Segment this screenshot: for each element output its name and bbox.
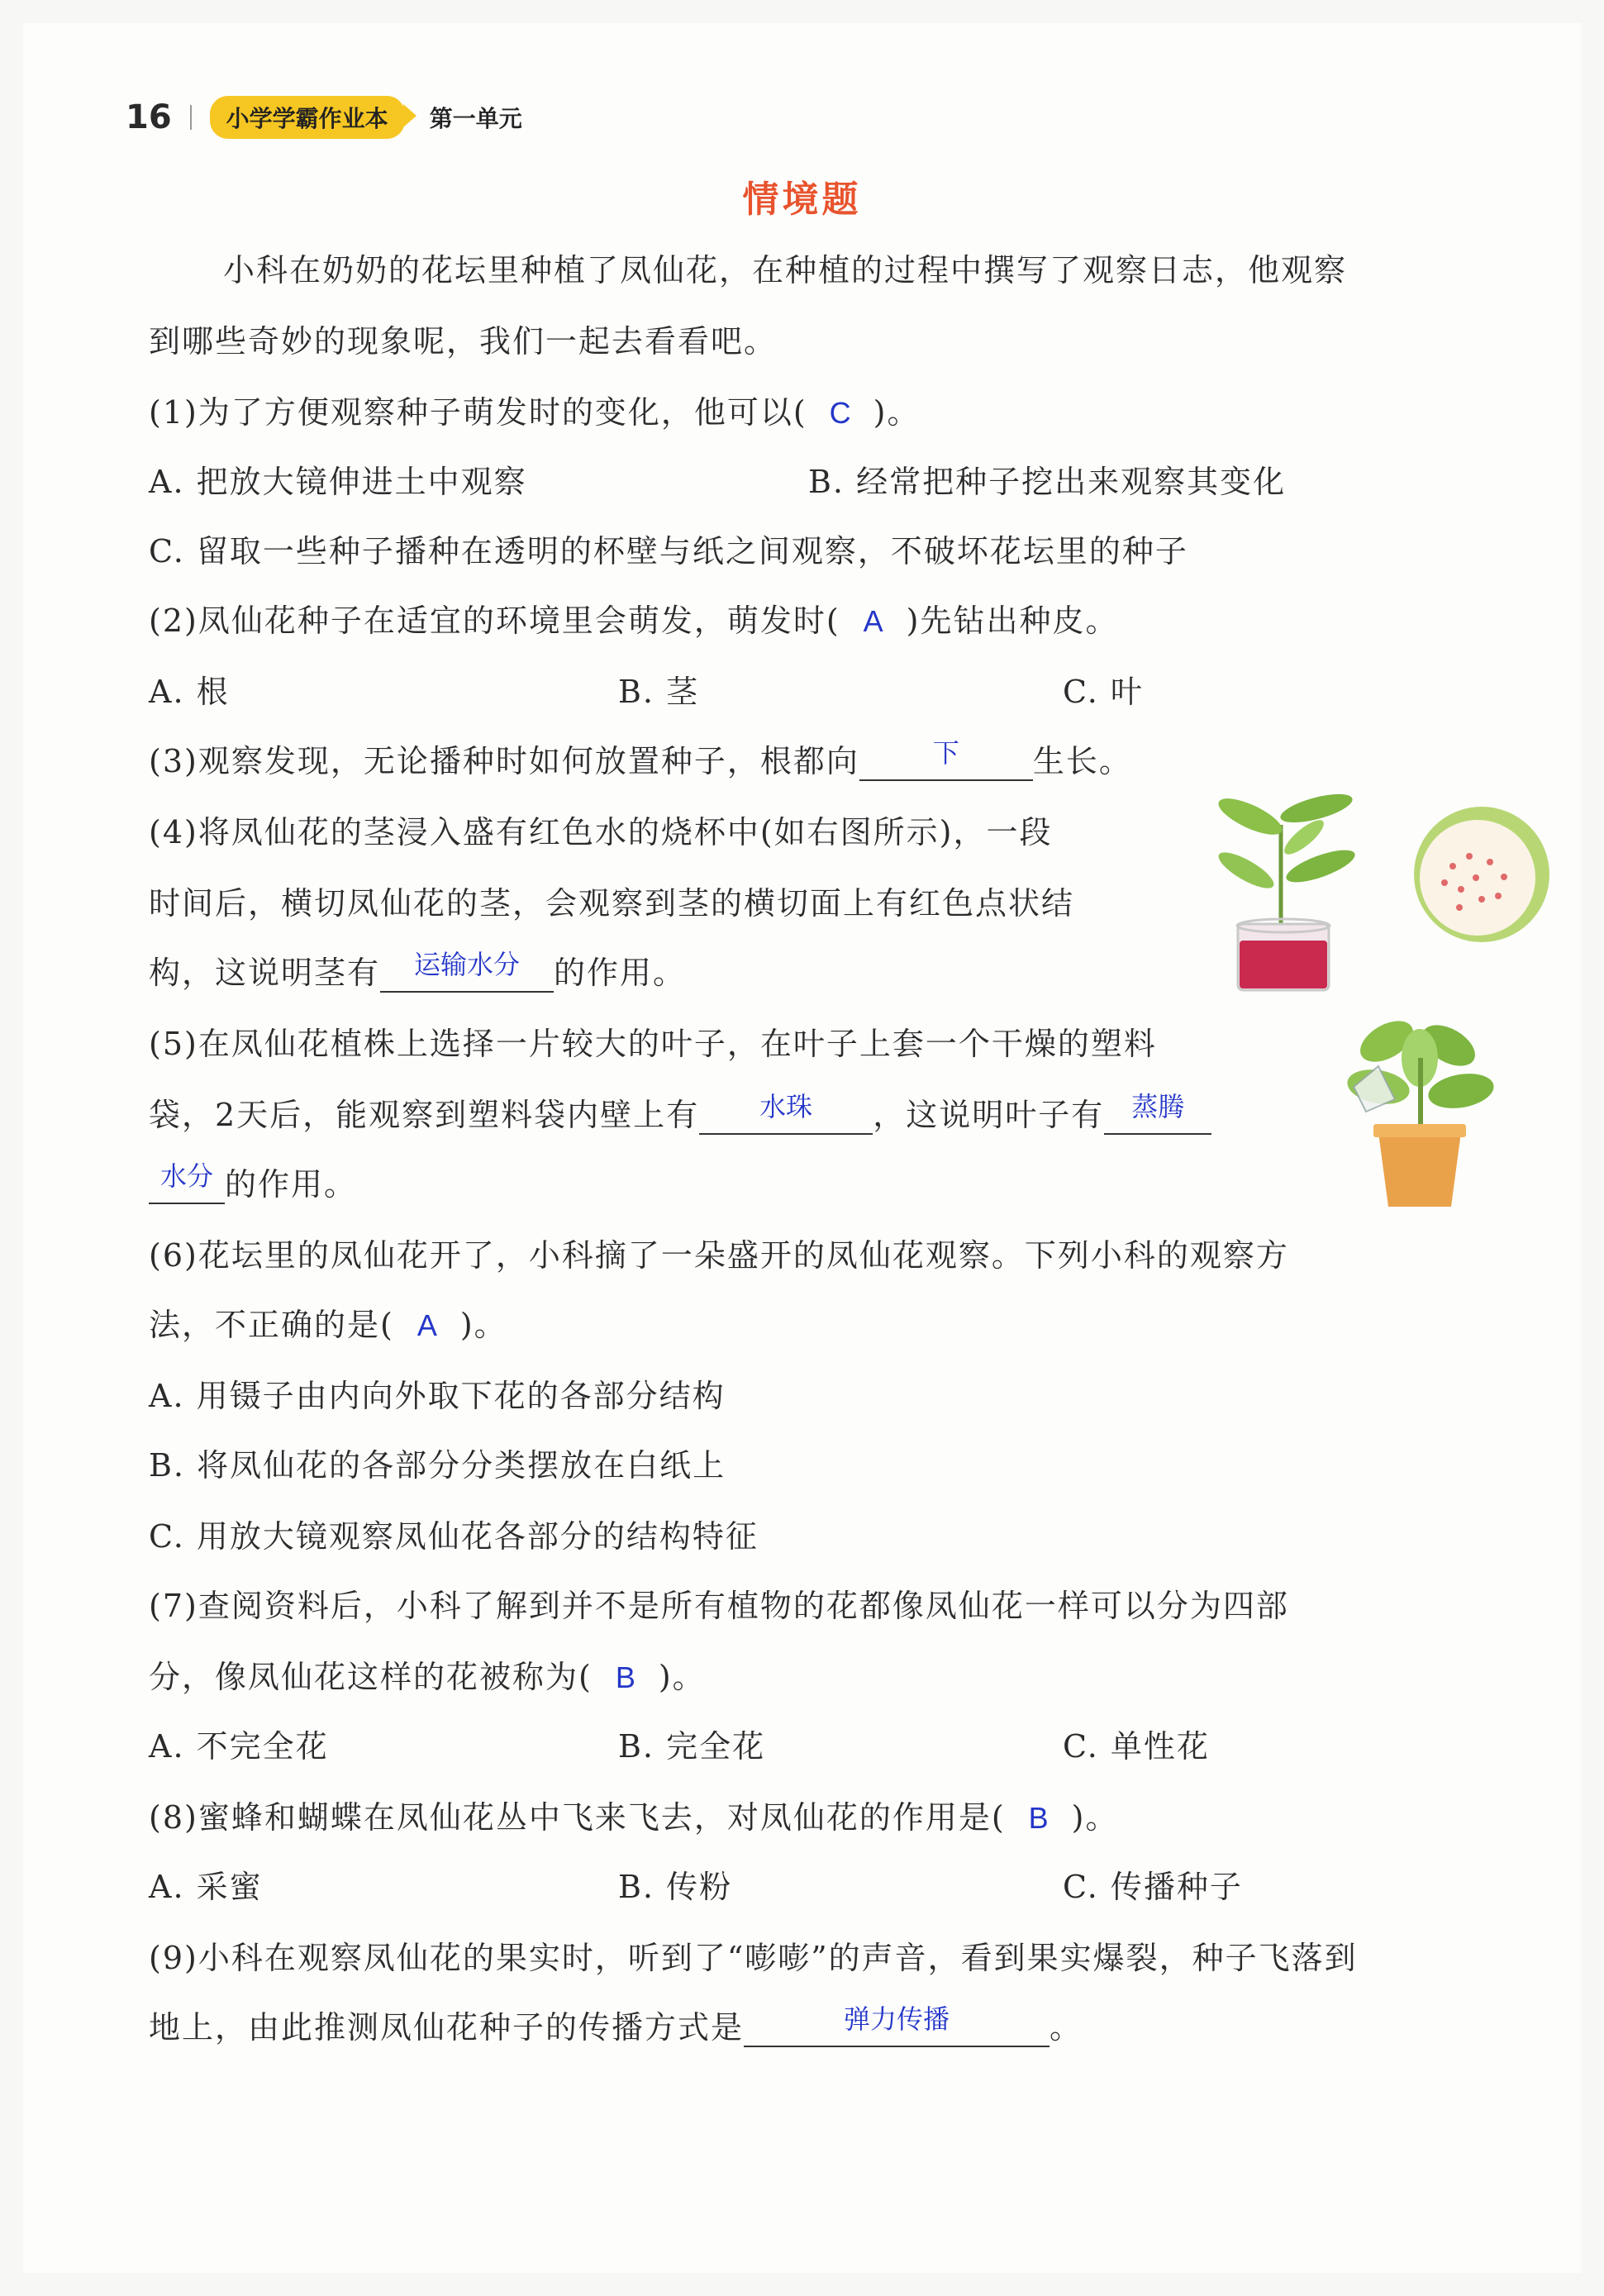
page-number: 16 — [126, 98, 172, 136]
q6-stem-end: )。 — [459, 1307, 507, 1343]
q2-stem-end: )先钻出种皮。 — [906, 603, 1119, 639]
q1-stem — [149, 393, 920, 433]
intro-line-2: 到哪些奇妙的现象呢，我们一起去看看吧。 — [149, 323, 778, 360]
q1-option-b: B. 经常把种子挖出来观察其变化 — [808, 464, 1287, 500]
q7-option-c: C. 单性花 — [1063, 1728, 1210, 1765]
q3-stem-text: (3)观察发现，无论播种时如何放置种子，根都向 — [149, 743, 859, 779]
potted-plant-illustration — [1337, 1008, 1502, 1211]
q7-stem-end: )。 — [658, 1659, 706, 1695]
q7-option-a: A. 不完全花 — [149, 1728, 329, 1765]
q5-answer-1: 水珠 — [759, 1091, 813, 1122]
q9-line-1: (9)小科在观察凤仙花的果实时，听到了“嘭嘭”的声音，看到果实爆裂，种子飞落到 — [149, 1940, 1358, 1976]
q6-option-a: A. 用镊子由内向外取下花的各部分结构 — [149, 1378, 726, 1414]
q1-stem-text: (1)为了方便观察种子萌发时的变化，他可以( — [149, 394, 807, 431]
q7-stem — [149, 1657, 706, 1698]
q5-line-2-text: 袋，2天后，能观察到塑料袋内壁上有 — [149, 1097, 700, 1133]
q5-line-2-mid: ，这说明叶子有 — [873, 1097, 1105, 1133]
q6-stem — [149, 1305, 507, 1346]
q7-option-b: B. 完全花 — [618, 1728, 766, 1765]
series-badge: 小学学霸作业本 — [210, 96, 405, 139]
q4-line-3 — [149, 949, 687, 993]
q8-option-a: A. 采蜜 — [149, 1869, 263, 1905]
plant-beaker-illustration — [1213, 792, 1568, 998]
q8-answer: B — [1028, 1801, 1049, 1835]
q8-option-b: B. 传粉 — [618, 1869, 733, 1905]
q9-blank — [744, 2003, 1050, 2047]
q5-line-2 — [149, 1091, 1211, 1135]
q6-answer: A — [416, 1308, 437, 1342]
q5-blank-1 — [699, 1091, 873, 1135]
q5-line-1: (5)在凤仙花植株上选择一片较大的叶子，在叶子上套一个干燥的塑料 — [149, 1026, 1157, 1062]
q1-answer: C — [829, 396, 851, 430]
q1-option-c: C. 留取一些种子播种在透明的杯壁与纸之间观察，不破坏花坛里的种子 — [149, 533, 1188, 569]
q4-line-3-end: 的作用。 — [554, 955, 687, 991]
page-header — [126, 93, 522, 142]
header-divider — [190, 105, 192, 130]
q5-blank-3 — [149, 1160, 225, 1204]
q4-answer: 运输水分 — [414, 949, 521, 980]
q9-stem-end: 。 — [1050, 2009, 1083, 2046]
q5-answer-2b: 水分 — [159, 1160, 213, 1192]
q8-stem — [149, 1798, 1118, 1838]
q7-stem-text: 分，像凤仙花这样的花被称为( — [149, 1659, 593, 1695]
q2-stem — [149, 601, 1118, 641]
q7-line-1: (7)查阅资料后，小科了解到并不是所有植物的花都像凤仙花一样可以分为四部 — [149, 1588, 1289, 1624]
q4-blank — [380, 949, 554, 993]
q8-stem-text: (8)蜜蜂和蝴蝶在凤仙花丛中飞来飞去，对凤仙花的作用是( — [149, 1799, 1006, 1836]
q4-line-3-text: 构，这说明茎有 — [149, 955, 381, 991]
unit-label: 第一单元 — [429, 105, 522, 132]
q2-option-c: C. 叶 — [1063, 674, 1144, 710]
q1-stem-end: )。 — [873, 394, 921, 431]
q5-blank-2 — [1104, 1091, 1211, 1135]
q9-stem-text: 地上，由此推测凤仙花种子的传播方式是 — [149, 2009, 745, 2046]
q6-option-c: C. 用放大镜观察凤仙花各部分的结构特征 — [149, 1518, 759, 1555]
intro-line-1: 小科在奶奶的花坛里种植了凤仙花，在种植的过程中撰写了观察日志，他观察 — [223, 252, 1348, 288]
q6-line-1: (6)花坛里的凤仙花开了，小科摘了一朵盛开的凤仙花观察。下列小科的观察方 — [149, 1237, 1289, 1274]
q2-stem-text: (2)凤仙花种子在适宜的环境里会萌发，萌发时( — [149, 603, 840, 639]
q5-line-3 — [149, 1160, 358, 1204]
q8-stem-end: )。 — [1071, 1799, 1119, 1836]
q9-answer: 弹力传播 — [844, 2003, 950, 2035]
q2-option-a: A. 根 — [149, 674, 230, 710]
q4-line-2: 时间后，横切凤仙花的茎，会观察到茎的横切面上有红色点状结 — [149, 885, 1075, 922]
q2-option-b: B. 茎 — [618, 674, 700, 710]
q9-stem — [149, 2003, 1083, 2047]
q5-line-3-end: 的作用。 — [225, 1166, 358, 1203]
q3-stem — [149, 737, 1132, 781]
q7-answer: B — [615, 1660, 635, 1694]
q6-stem-text: 法，不正确的是( — [149, 1307, 394, 1343]
q3-answer: 下 — [932, 737, 959, 769]
section-title: 情境题 — [742, 179, 862, 221]
q6-option-b: B. 将凤仙花的各部分分类摆放在白纸上 — [149, 1447, 726, 1484]
q4-line-1: (4)将凤仙花的茎浸入盛有红色水的烧杯中(如右图所示)，一段 — [149, 814, 1053, 850]
q3-stem-end: 生长。 — [1032, 743, 1132, 779]
q3-blank — [859, 737, 1033, 781]
q2-answer: A — [863, 604, 883, 638]
q8-option-c: C. 传播种子 — [1063, 1869, 1243, 1905]
q1-option-a: A. 把放大镜伸进土中观察 — [149, 464, 527, 500]
q5-answer-2a: 蒸腾 — [1131, 1091, 1185, 1122]
